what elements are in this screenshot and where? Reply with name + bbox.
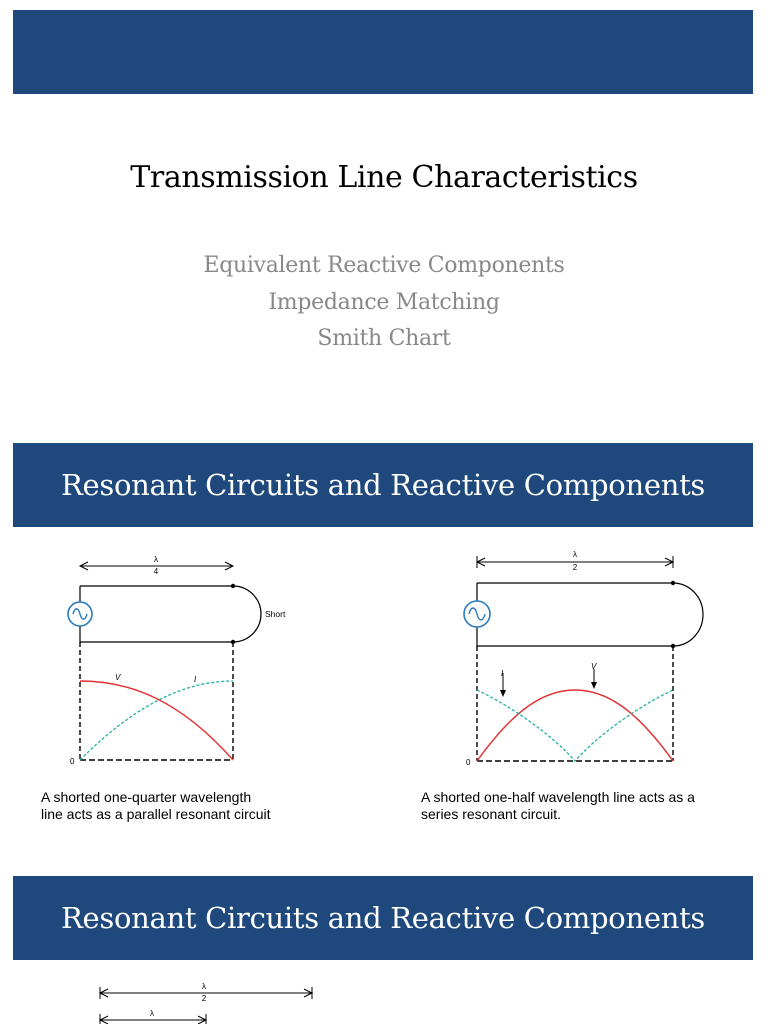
arrow-down-icon: [500, 690, 506, 697]
short-loop: [673, 583, 703, 646]
partial-diagram: [90, 980, 330, 1024]
length-label-den: 2: [201, 994, 207, 1003]
section-banner: [13, 876, 753, 960]
figure-caption: A shorted one-half wavelength line acts as a series resonant circuit.: [421, 789, 695, 822]
length-label-den: 4: [153, 567, 159, 576]
origin-label: 0: [70, 757, 75, 766]
sub-length-label: λ: [150, 1009, 154, 1018]
section-title: Resonant Circuits and Reactive Components: [60, 468, 706, 502]
section-title: Resonant Circuits and Reactive Components: [60, 901, 706, 935]
title-slide-banner: [13, 10, 753, 94]
voltage-curve: [80, 681, 233, 760]
voltage-label: V: [591, 662, 597, 671]
length-label-num: λ: [154, 555, 158, 564]
current-label: I: [194, 675, 197, 684]
current-label: I: [501, 669, 504, 678]
voltage-label: V: [115, 673, 121, 682]
origin-label: 0: [466, 758, 471, 767]
half-wave-diagram: [455, 548, 715, 773]
section-banner: [13, 443, 753, 527]
subtitle-item: Impedance Matching: [268, 289, 500, 315]
subtitle-list: [0, 248, 768, 358]
subtitle-item: Smith Chart: [317, 326, 451, 351]
short-loop: [233, 586, 261, 642]
current-curve: [80, 681, 233, 760]
length-label-den: 2: [572, 563, 578, 572]
subtitle-item: Equivalent Reactive Components: [203, 253, 565, 278]
length-label-num: λ: [202, 982, 206, 991]
arrow-down-icon: [591, 682, 597, 689]
figure-caption: A shorted one-quarter wavelength line acts as a parallel resonant circuit: [41, 789, 271, 822]
voltage-curve: [477, 690, 673, 761]
quarter-wave-diagram: [60, 550, 320, 775]
page-title: Transmission Line Characteristics: [130, 160, 638, 195]
length-label-num: λ: [573, 550, 577, 559]
short-label: Short: [265, 609, 286, 619]
